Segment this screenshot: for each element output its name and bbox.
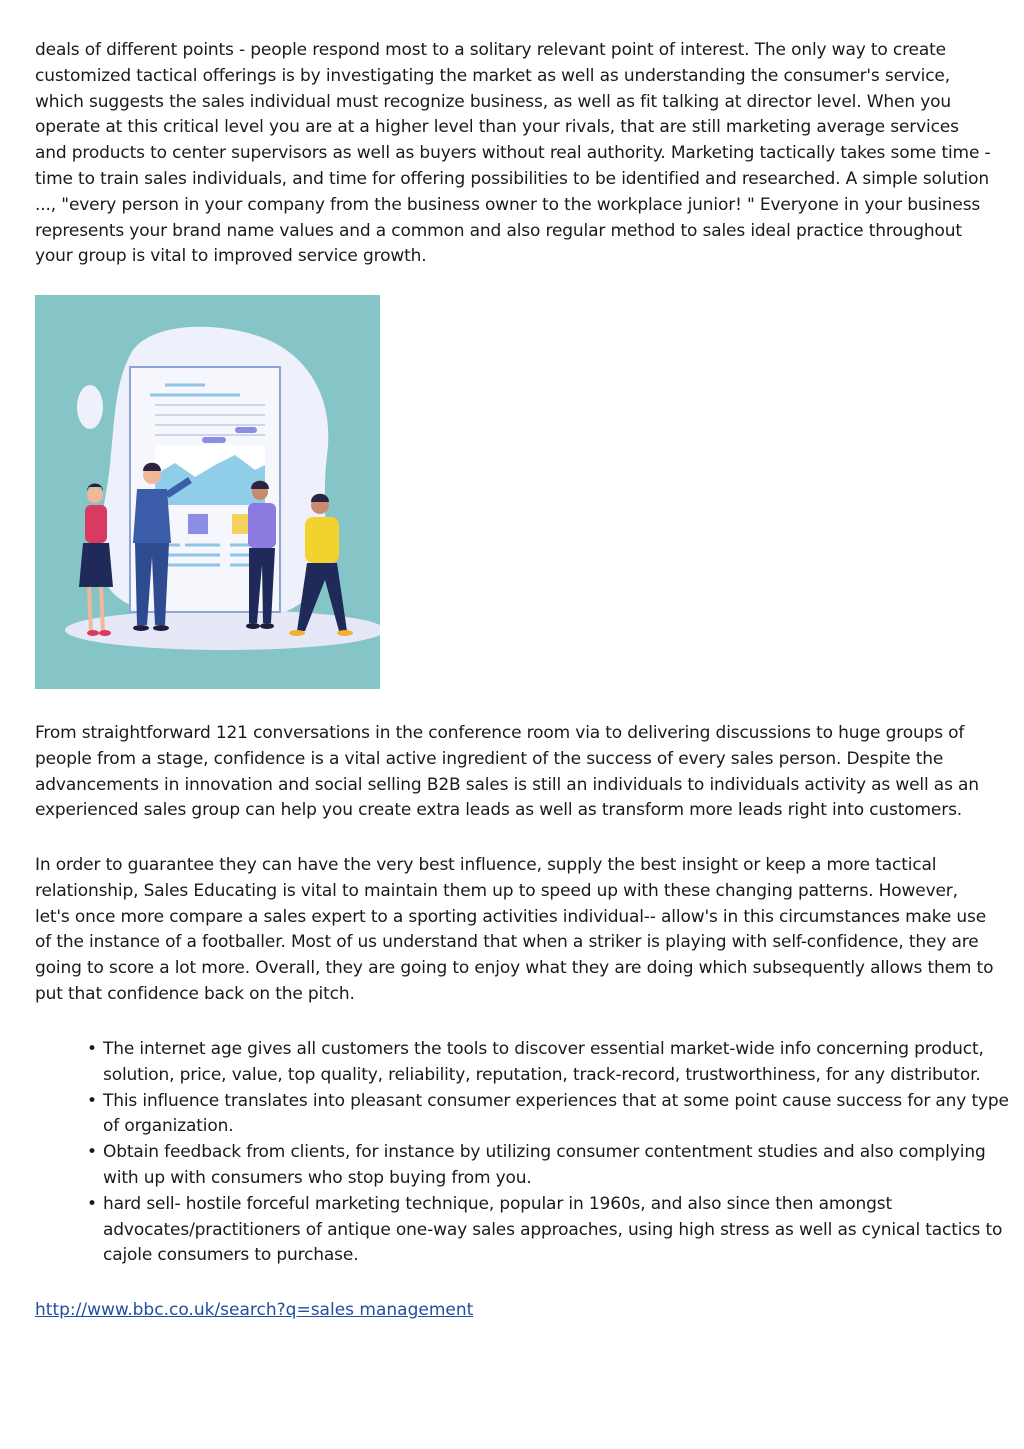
bullet-item: • The internet age gives all customers the tools to discover essential market-wide info concerning product, solution, price, value, top quality, reliability, reputation, track-record, trustworthiness, for any distributor. bbox=[103, 1037, 1013, 1089]
bullet-item: • This influence translates into pleasant consumer experiences that at some point cause success for any type of organization. bbox=[103, 1089, 1013, 1141]
sales-team-illustration bbox=[35, 295, 380, 689]
body-paragraph-1: deals of different points - people respond most to a solitary relevant point of interest. The only way to create customized tactical offerings is by investigating the market as well as understanding the consumer's service, which suggests the sales individual must recognize business, as well as fit talking at director level. When you operate at this critical level you are at a higher level than your rivals, that are still marketing average services and products to center supervisors as well as buyers without real authority. Marketing tactically takes some time - time to train sales individuals, and time for offering possibilities to be identified and researched. A simple solution ..., "every person in your company from the business owner to the workplace junior! " Everyone in your business represents your brand name values and a common and also regular method to sales ideal practice throughout your group is vital to improved service growth. bbox=[35, 40, 991, 267]
body-paragraph-3: In order to guarantee they can have the very best influence, supply the best insight or keep a more tactical relationship, Sales Educating is vital to maintain them up to speed up with these changing patterns. However, let's once more compare a sales expert to a sporting activities individual-- allow's in this circumstances make use of the instance of a footballer. Most of us understand that when a striker is playing with self-confidence, they are going to score a lot more. Overall, they are going to enjoy what they are doing which subsequently allows them to put that confidence back on the pitch. bbox=[35, 855, 994, 1004]
bullet-item: • Obtain feedback from clients, for instance by utilizing consumer contentment studies and also complying with up with consumers who stop buying from you. bbox=[103, 1140, 1013, 1192]
bbc-search-link[interactable]: http://www.bbc.co.uk/search?q=sales management bbox=[35, 1300, 474, 1320]
body-paragraph-2: From straightforward 121 conversations in the conference room via to delivering discussions to huge groups of people from a stage, confidence is a vital active ingredient of the success of every sales person. Despite the advancements in innovation and social selling B2B sales is still an individuals to individuals activity as well as an experienced sales group can help you create extra leads as well as transform more leads right into customers. bbox=[35, 723, 979, 821]
bullet-item: • hard sell- hostile forceful marketing technique, popular in 1960s, and also since then amongst advocates/practitioners of antique one-way sales approaches, using high stress as well as cynical tactics to cajole consumers to purchase. bbox=[103, 1192, 1013, 1269]
bullet-list bbox=[83, 1037, 1013, 1269]
